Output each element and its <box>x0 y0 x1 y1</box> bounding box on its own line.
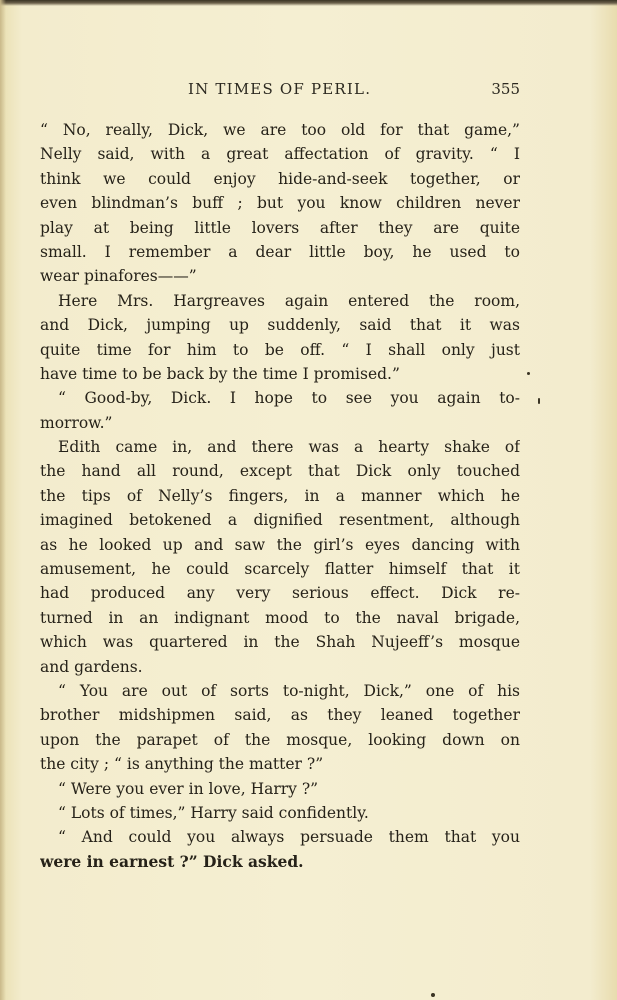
text-line: wear pinafores——” <box>40 267 197 286</box>
text-line: “ No, really, Dick, we are too old for that game,” <box>40 121 520 139</box>
page-header <box>40 80 520 104</box>
text-line: “ Lots of times,” Harry said confidently. <box>58 803 369 822</box>
text-line: brother midshipmen said, as they leaned together <box>40 706 520 725</box>
text-line: upon the parapet of the mosque, looking down on <box>40 730 520 749</box>
text-line: amusement, he could scarcely flatter himself that it <box>40 560 520 579</box>
page-number: 355 <box>491 80 520 98</box>
text-line: quite time for him to be off. “ I shall only just <box>40 340 520 359</box>
text-line: small. I remember a dear little boy, he used to <box>40 242 520 261</box>
text-line: the tips of Nelly’s fingers, in a manner which he <box>40 486 520 505</box>
text-line: morrow.” <box>40 413 113 432</box>
text-line: had produced any very serious effect. Dick re- <box>40 584 520 603</box>
text-line: Edith came in, and there was a hearty shake of <box>58 438 520 457</box>
ink-speck <box>527 372 530 375</box>
text-line: and Dick, jumping up suddenly, said that it was <box>40 316 520 335</box>
page-top-edge <box>0 0 617 6</box>
text-line: imagined betokened a dignified resentment, although <box>40 511 520 530</box>
text-line: the hand all round, except that Dick only touched <box>40 462 520 481</box>
text-line: turned in an indignant mood to the naval brigade, <box>40 608 520 627</box>
text-line: which was quartered in the Shah Nujeeff’s mosque <box>40 633 520 652</box>
text-line: the city ; “ is anything the matter ?” <box>40 755 324 774</box>
text-line: “ Were you ever in love, Harry ?” <box>58 779 319 798</box>
running-head: IN TIMES OF PERIL. <box>188 80 372 98</box>
text-line: “ You are out of sorts to-night, Dick,” one of his <box>58 681 520 700</box>
text-line: Nelly said, with a great affectation of gravity. “ I <box>40 145 520 164</box>
text-line: “ Good-by, Dick. I hope to see you again to- <box>58 389 520 408</box>
text-line: and gardens. <box>40 657 143 676</box>
body-text <box>40 118 520 874</box>
text-line: have time to be back by the time I promised.” <box>40 364 400 383</box>
text-line: play at being little lovers after they are quite <box>40 218 520 237</box>
text-line: “ And could you always persuade them that you <box>58 828 520 847</box>
ink-speck <box>538 398 540 404</box>
ink-speck <box>431 993 435 997</box>
text-line: were in earnest ?” Dick asked. <box>40 851 304 871</box>
page-gutter-shadow <box>0 0 6 1000</box>
text-line: Here Mrs. Hargreaves again entered the room, <box>58 291 520 310</box>
text-line: even blindman’s buff ; but you know children never <box>40 194 520 213</box>
text-line: think we could enjoy hide-and-seek together, or <box>40 169 520 188</box>
text-line: as he looked up and saw the girl’s eyes dancing with <box>40 535 520 554</box>
